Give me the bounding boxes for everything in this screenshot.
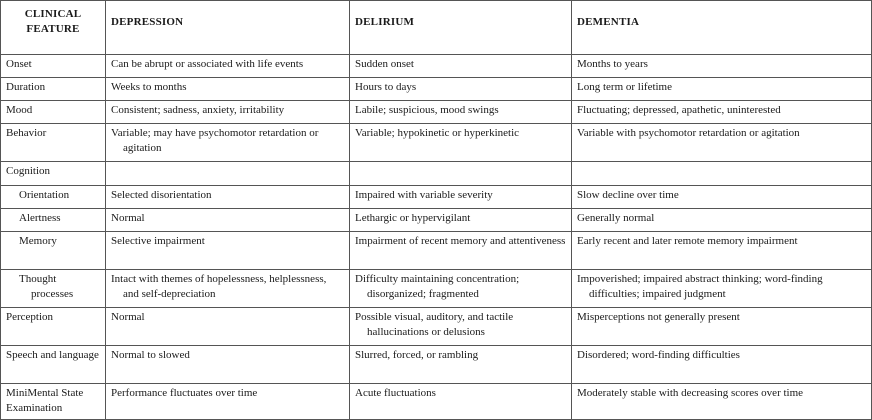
dementia-cell: Moderately stable with decreasing scores over time — [572, 384, 872, 420]
delirium-cell: Difficulty maintaining concentration; disorganized; fragmented — [350, 270, 572, 308]
feature-cell: MiniMental State Examination — [1, 384, 106, 420]
delirium-cell: Impairment of recent memory and attentiveness — [350, 232, 572, 270]
depression-cell: Normal to slowed — [106, 346, 350, 384]
delirium-cell — [350, 162, 572, 186]
table-row — [1, 55, 872, 78]
header-delirium: DELIRIUM — [350, 1, 572, 55]
depression-cell: Weeks to months — [106, 78, 350, 101]
delirium-cell: Acute fluctuations — [350, 384, 572, 420]
feature-cell: Behavior — [1, 124, 106, 162]
depression-cell: Normal — [106, 209, 350, 232]
feature-cell: Duration — [1, 78, 106, 101]
depression-cell: Can be abrupt or associated with life events — [106, 55, 350, 78]
depression-cell: Consistent; sadness, anxiety, irritability — [106, 101, 350, 124]
feature-cell: Mood — [1, 101, 106, 124]
table-row — [1, 124, 872, 162]
depression-cell: Selected disorientation — [106, 186, 350, 209]
dementia-cell: Fluctuating; depressed, apathetic, uninterested — [572, 101, 872, 124]
table-row — [1, 101, 872, 124]
feature-cell: Cognition — [1, 162, 106, 186]
dementia-cell — [572, 162, 872, 186]
feature-cell: Speech and language — [1, 346, 106, 384]
depression-cell: Performance fluctuates over time — [106, 384, 350, 420]
header-clinical-feature: CLINICAL FEATURE — [1, 1, 106, 55]
depression-cell: Intact with themes of hopelessness, helplessness, and self-depreciation — [106, 270, 350, 308]
table-row — [1, 162, 872, 186]
header-row — [1, 1, 872, 55]
depression-cell: Variable; may have psychomotor retardation or agitation — [106, 124, 350, 162]
dementia-cell: Slow decline over time — [572, 186, 872, 209]
feature-cell: Alertness — [1, 209, 106, 232]
depression-cell — [106, 162, 350, 186]
dementia-cell: Months to years — [572, 55, 872, 78]
depression-cell: Normal — [106, 308, 350, 346]
feature-cell: Thought processes — [1, 270, 106, 308]
delirium-cell: Hours to days — [350, 78, 572, 101]
feature-cell: Onset — [1, 55, 106, 78]
table-row — [1, 232, 872, 270]
dementia-cell: Early recent and later remote memory impairment — [572, 232, 872, 270]
dementia-cell: Impoverished; impaired abstract thinking; word-finding difficulties; impaired judgment — [572, 270, 872, 308]
table-row — [1, 270, 872, 308]
feature-cell: Perception — [1, 308, 106, 346]
table-row — [1, 209, 872, 232]
delirium-cell: Variable; hypokinetic or hyperkinetic — [350, 124, 572, 162]
table-row — [1, 186, 872, 209]
table-row — [1, 308, 872, 346]
dementia-cell: Generally normal — [572, 209, 872, 232]
header-dementia: DEMENTIA — [572, 1, 872, 55]
delirium-cell: Possible visual, auditory, and tactile hallucinations or delusions — [350, 308, 572, 346]
dementia-cell: Misperceptions not generally present — [572, 308, 872, 346]
dementia-cell: Long term or lifetime — [572, 78, 872, 101]
table-row — [1, 384, 872, 420]
delirium-cell: Lethargic or hypervigilant — [350, 209, 572, 232]
feature-cell: Memory — [1, 232, 106, 270]
header-depression: DEPRESSION — [106, 1, 350, 55]
dementia-cell: Variable with psychomotor retardation or agitation — [572, 124, 872, 162]
table-row — [1, 346, 872, 384]
delirium-cell: Labile; suspicious, mood swings — [350, 101, 572, 124]
delirium-cell: Impaired with variable severity — [350, 186, 572, 209]
table-row — [1, 78, 872, 101]
delirium-cell: Slurred, forced, or rambling — [350, 346, 572, 384]
feature-cell: Orientation — [1, 186, 106, 209]
dementia-cell: Disordered; word-finding difficulties — [572, 346, 872, 384]
depression-cell: Selective impairment — [106, 232, 350, 270]
delirium-cell: Sudden onset — [350, 55, 572, 78]
